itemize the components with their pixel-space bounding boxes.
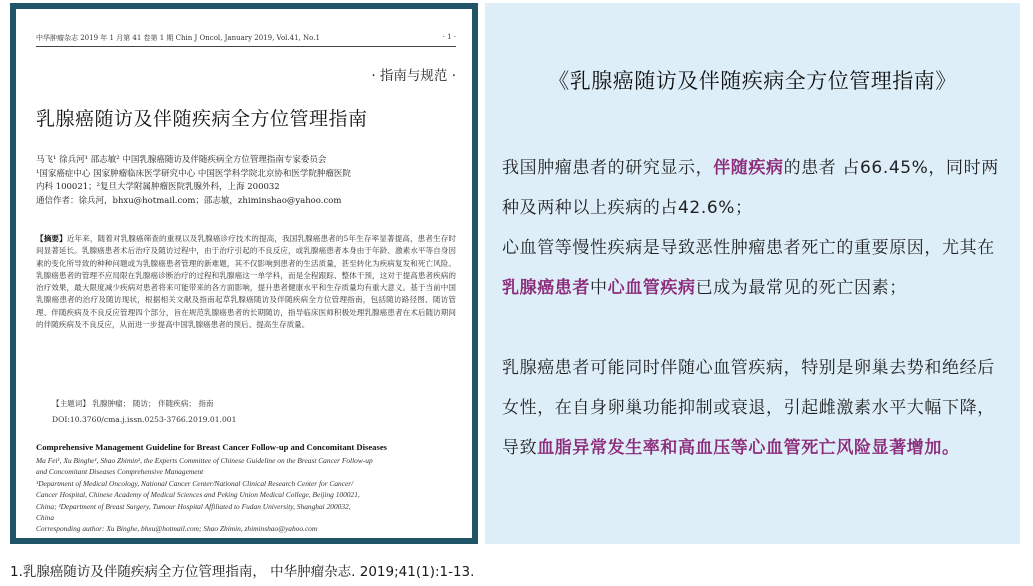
- text: 的患者 占66.45%，同时两种及两种以上疾病的占42.6%；: [502, 158, 999, 218]
- affiliation-1: ¹国家癌症中心 国家肿瘤临床医学研究中心 中国医学科学院北京协和医学院肿瘤医院: [36, 168, 351, 179]
- en-line: China: [36, 513, 55, 523]
- paragraph-cardiovascular-risk: [502, 228, 1002, 308]
- text: 我国肿瘤患者的研究显示，: [502, 158, 714, 178]
- journal-header-left: 中华肿瘤杂志 2019 年 1 月第 41 卷第 1 期 Chin J Oncol, January 2019, Vol.41, No.1: [36, 34, 320, 42]
- en-line: Ma Fei¹, Xu Binghe¹, Shao Zhimin², the Experts Committee of Chinese Guideline on the Breast Cancer Follow-up: [36, 456, 373, 465]
- en-line: and Concomitant Diseases Comprehensive Management: [36, 467, 204, 477]
- journal-header-right: · 1 ·: [442, 33, 456, 41]
- paragraph-estrogen-decline: [502, 348, 1002, 468]
- authors: 马飞¹ 徐兵河¹ 邵志敏² 中国乳腺癌随访及伴随疾病全方位管理指南专家委员会: [36, 155, 327, 165]
- citation: 1.乳腺癌随访及伴随疾病全方位管理指南， 中华肿瘤杂志. 2019;41(1):1-13.: [10, 564, 475, 580]
- section-label: · 指南与规范 ·: [371, 68, 456, 84]
- en-line: China; ²Department of Breast Surgery, Tumour Hospital Affiliated to Fudan University, Shanghai 200032,: [36, 501, 351, 511]
- text: 已成为最常见的死亡因素；: [695, 278, 907, 298]
- abstract-text: 近年来，随着对乳腺癌筛查的重视以及乳腺癌诊疗技术的提高，我国乳腺癌患者的5年生存率显著提高，患者生存时间显著延长。乳腺癌患者术后治疗及随访过程中，由于治疗引起的不良反应，或乳腺癌患者本身由于年龄、激素水平等自身因素的变化所导致的种种问题或为乳腺癌患者管理的新难题，其不仅影响到患者的生活质量，甚至转化为疾病复发和死亡风险。乳腺癌患者的管理不应局限在乳腺癌诊断治疗的过程和乳腺癌这一单学科，而是全程跟踪、整体干预，这对于提高患者疾病的治疗效果，最大限度减少疾病对患者将来可能带来的各方面影响，提升患者健康水平和生存质量均有重大意义。基于当前中国乳腺癌患者的治疗及随访现状，根据相关文献及指南起草乳腺癌随访及伴随疾病全方位管理指南，包括随访路径图、随访管理、伴随疾病及不良反应管理四个部分，旨在规范乳腺癌患者的长期随访，指导临床医师积极处理乳腺癌患者在术后随访期间的伴随疾病及不良反应，从而进一步提高中国乳腺癌患者的预后、提高生存质量。: [36, 234, 457, 330]
- text: 中: [590, 278, 608, 298]
- summary-panel: [485, 3, 1020, 544]
- abstract-label: 【摘要】: [36, 234, 67, 243]
- journal-page-frame: [10, 3, 478, 544]
- article-title-cn: 乳腺癌随访及伴随疾病全方位管理指南: [36, 108, 368, 130]
- en-line: Corresponding author: Xu Binghe, bhxu@hotmail.com; Shao Zhimin, zhiminshao@yahoo.com: [36, 524, 318, 534]
- panel-title: 《乳腺癌随访及伴随疾病全方位管理指南》: [548, 69, 957, 93]
- journal-page: [16, 9, 472, 538]
- doi: DOI:10.3760/cma.j.issn.0253-3766.2019.01.001: [52, 415, 237, 424]
- affiliation-2: 内科 100021；²复旦大学附属肿瘤医院乳腺外科，上海 200032: [36, 182, 280, 192]
- text: 心血管等慢性疾病是导致恶性肿瘤患者死亡的重要原因，尤其在: [502, 238, 995, 258]
- paragraph-comorbidity-stats: [502, 148, 1002, 228]
- en-line: ¹Department of Medical Oncology, National Cancer Center/National Clinical Research Center for Cancer/: [36, 478, 354, 488]
- en-line: Cancer Hospital, Chinese Academy of Medical Sciences and Peking Union Medical College, Beijing 100021,: [36, 490, 360, 500]
- highlight-text: 伴随疾病: [713, 158, 784, 178]
- author-block: [36, 154, 456, 208]
- journal-header: [36, 33, 456, 47]
- keywords: 【主题词】 乳腺肿瘤； 随访； 伴随疾病； 指南: [52, 399, 214, 408]
- highlight-text: 心血管疾病: [607, 278, 696, 298]
- highlight-text: 乳腺癌患者: [502, 278, 590, 298]
- english-author-block: [36, 455, 456, 535]
- article-title-en: Comprehensive Management Guideline for Breast Cancer Follow-up and Concomitant Diseases: [36, 442, 387, 452]
- text: 乳腺癌患者可能同时伴随心血管疾病，特别是卵巢去势和绝经后女性，在自身卵巢功能抑制或衰退，引起雌激素水平大幅下降，导致: [502, 358, 995, 458]
- highlight-text: 血脂异常发生率和高血压等心血管死亡风险显著增加。: [537, 438, 960, 458]
- corresponding-author: 通信作者：徐兵河，bhxu@hotmail.com；邵志敏，zhiminshao@yahoo.com: [36, 195, 342, 206]
- abstract: [36, 233, 456, 331]
